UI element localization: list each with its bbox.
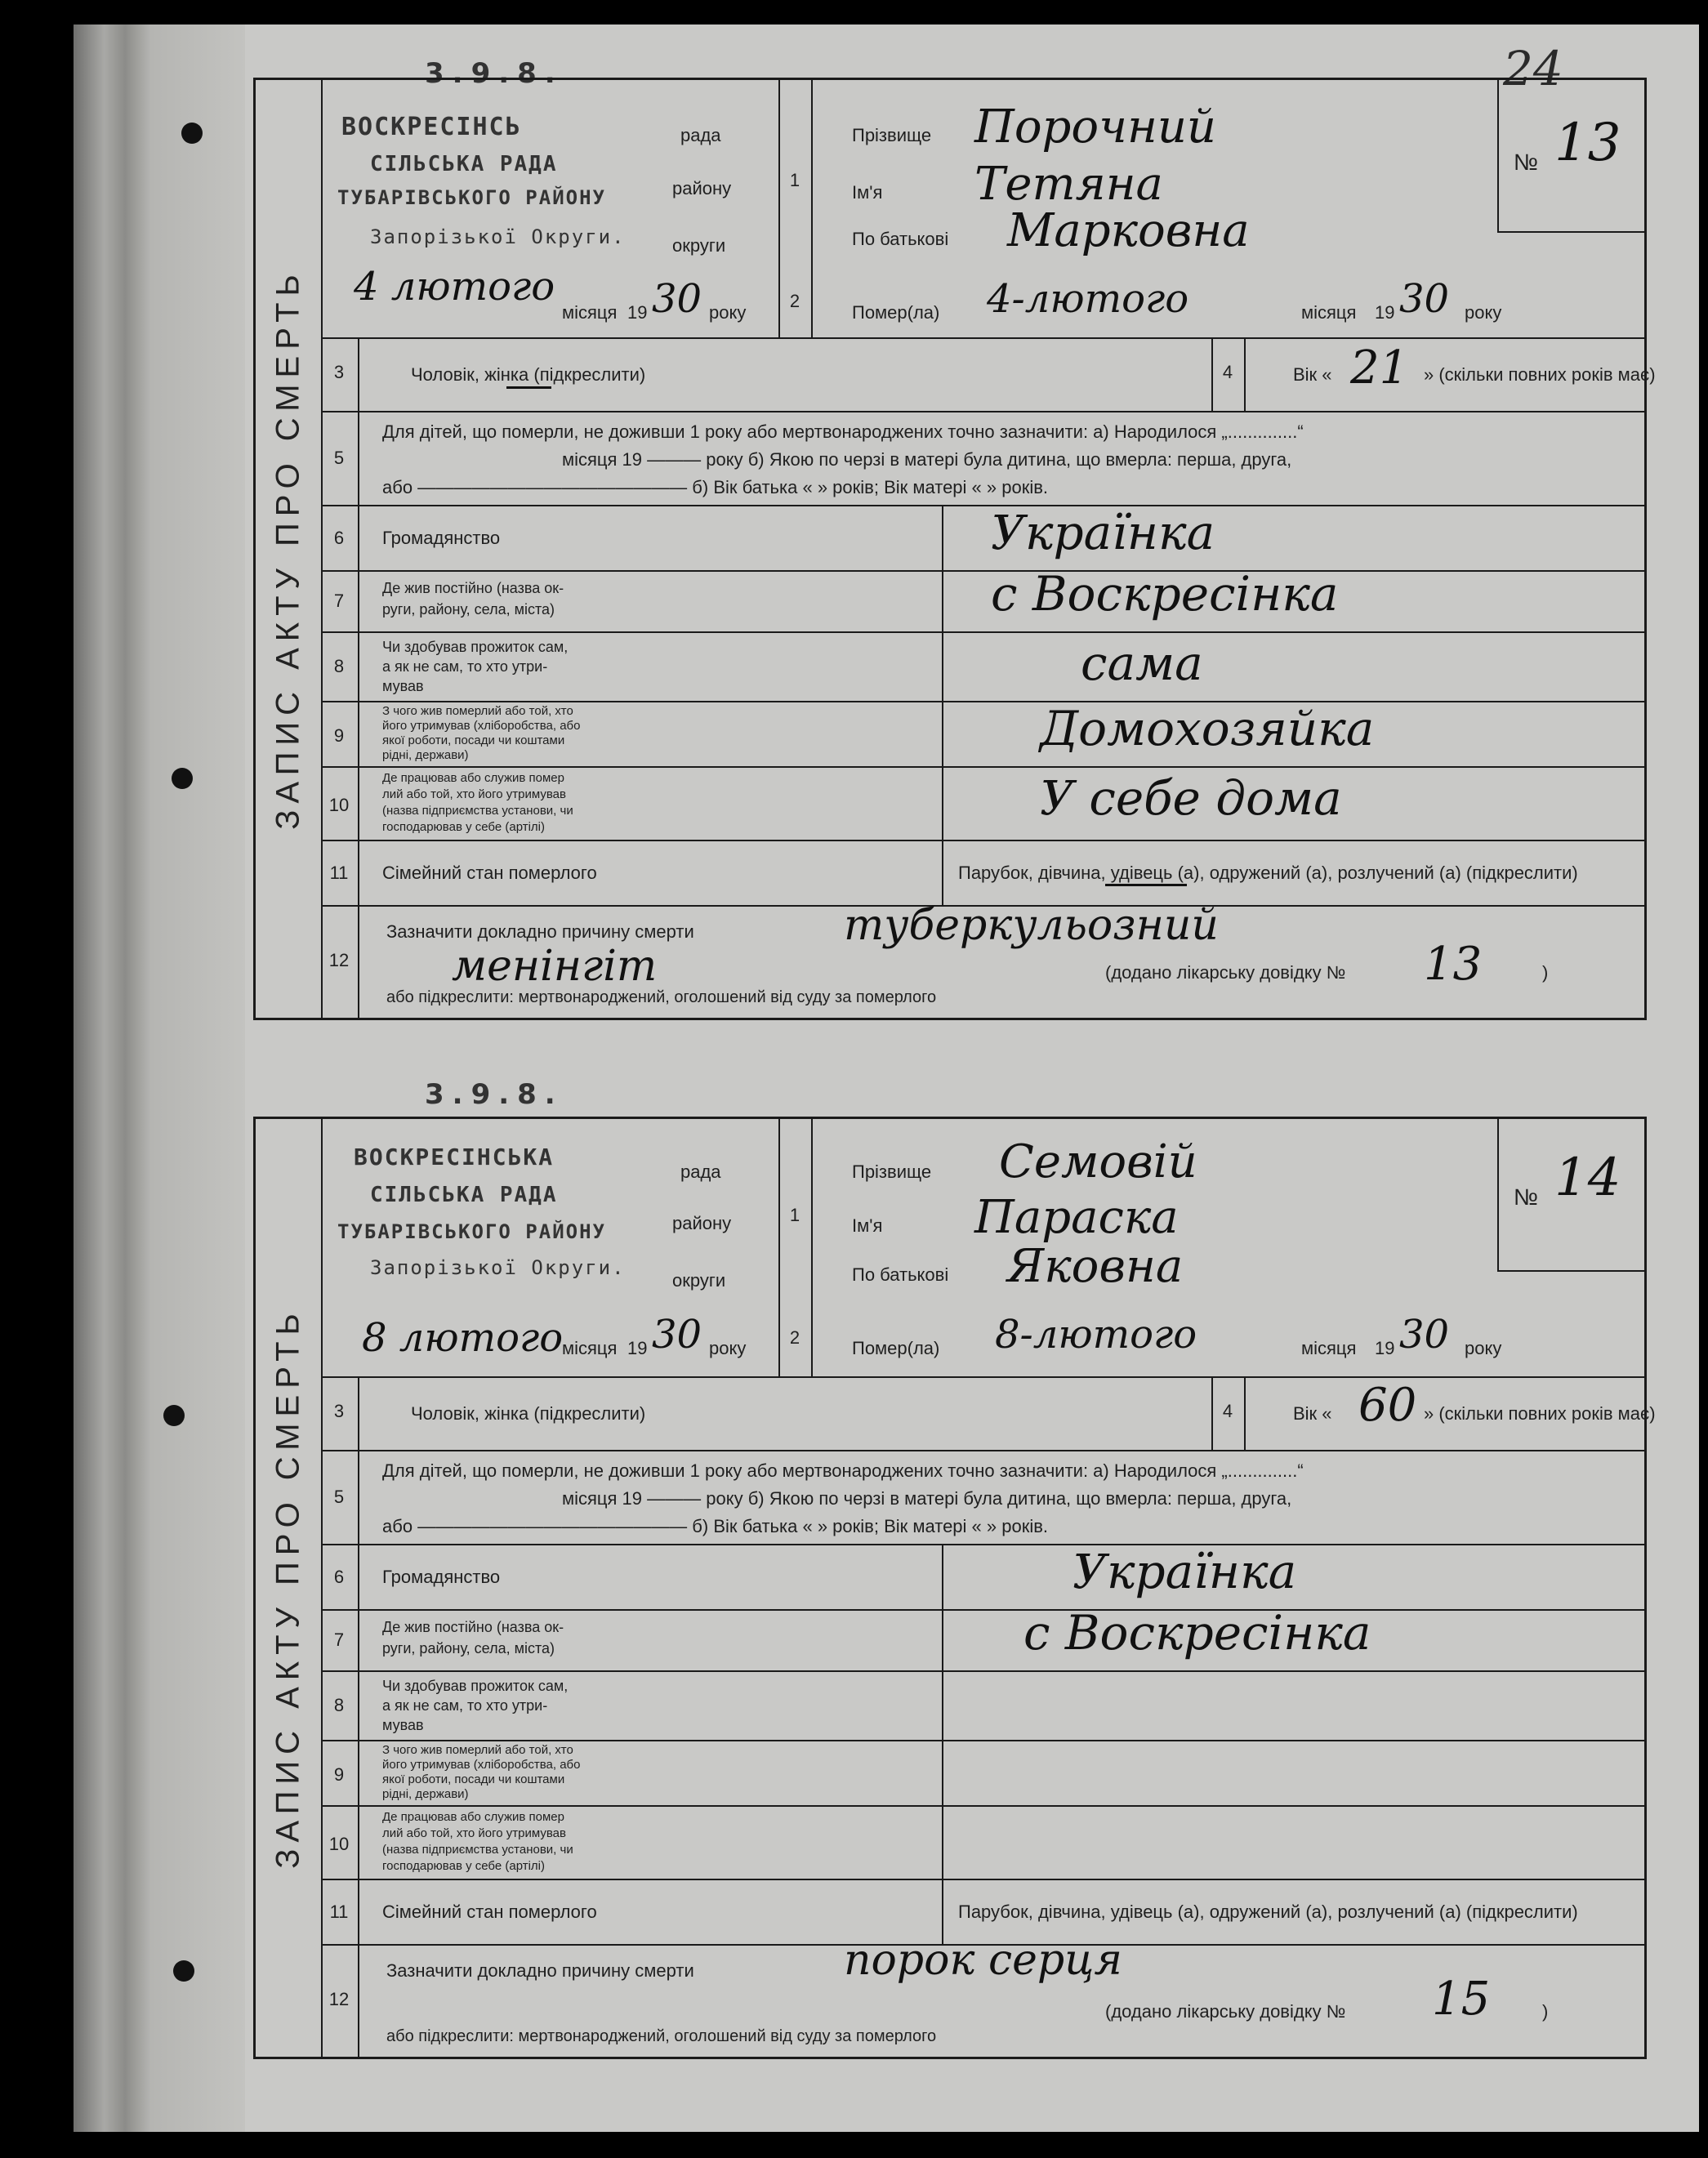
label-work-3: (назва підприємства установи, чи [382,1843,573,1857]
label-rada: рада [680,1161,721,1182]
label-death-month: місяця [1301,302,1357,323]
death-year-value: 30 [1399,276,1450,322]
surname-value: Порочний [974,100,1216,154]
side-title: ЗАПИС АКТУ ПРО СМЕРТЬ [270,268,306,830]
label-source-4: рідні, держави) [382,748,469,762]
children-text-2: місяця 19 ——— року б) Якою по черзі в матері була дитина, що вмерла: перша, друга, [562,449,1292,470]
label-work-2: лий або той, хто його утримував [382,1826,566,1840]
death-year-value: 30 [1399,1312,1450,1358]
livelihood-value: сама [1081,635,1203,691]
row-number: 10 [328,1834,350,1854]
row-number: 12 [328,1989,350,2009]
side-title: ЗАПИС АКТУ ПРО СМЕРТЬ [270,1307,306,1869]
cause-value-1: порок серця [844,1936,1122,1985]
label-citizenship: Громадянство [382,1567,501,1587]
children-text-1: Для дітей, що померли, не доживши 1 року або мертвонароджених точно зазначити: а) Народилося „..............“ [382,421,1304,442]
marital-options: Парубок, дівчина, удівець (а), одружений (а), розлучений (а) (підкреслити) [958,863,1578,883]
children-text-3: або ——————————————— б) Вік батька « » років; Вік матері « » років. [382,1516,1049,1536]
record-serial: 3.9.8. [425,1078,564,1111]
row-number: 3 [333,362,345,382]
label-age-post: » (скільки повних років має) [1424,364,1656,385]
children-text-3: або ——————————————— б) Вік батька « » років; Вік матері « » років. [382,477,1049,497]
label-work-2: лий або той, хто його утримував [382,787,566,801]
certificate-number: 15 [1432,1973,1491,2026]
label-residence-2: руги, району, села, міста) [382,1640,555,1656]
punch-hole [172,768,193,789]
label-source-2: його утримував (хліборобства, або [382,1758,581,1772]
label-year: року [709,1338,747,1358]
surname-value: Семовій [999,1135,1197,1188]
label-surname: Прізвище [852,1161,932,1182]
row-number: 11 [329,1902,349,1922]
age-value: 60 [1358,1379,1417,1432]
stamp-line-2: СІЛЬСЬКА РАДА [370,1183,558,1207]
label-age: Вік « [1293,364,1332,385]
label-marital: Сімейний стан померлого [382,863,597,883]
row-number: 9 [333,725,345,746]
label-livelihood-1: Чи здобував прожиток сам, [382,1678,569,1694]
residence-value: с Воскресінка [991,566,1339,622]
death-record-1 [253,78,1656,1020]
label-death-year: року [1465,1338,1502,1358]
label-sex: Чоловік, жінка (підкреслити) [411,1403,646,1424]
row-number: 6 [333,528,345,548]
citizenship-value: Українка [1073,1544,1297,1599]
cause-value-2: менінгіт [452,942,658,991]
punch-hole [181,123,203,144]
label-stillborn: або підкреслити: мертвонароджений, оголошений від суду за померлого [386,988,937,1006]
stamp-line-3: ТУБАРІВСЬКОГО РАЙОНУ [337,1220,606,1243]
label-sex: Чоловік, жінка (підкреслити) [411,364,646,385]
bracket: ) [1542,962,1549,983]
row-number: 9 [333,1764,345,1785]
label-age: Вік « [1293,1403,1332,1424]
record-number: 14 [1554,1148,1621,1208]
label-record-no: № [1514,149,1539,175]
row-number: 2 [789,291,800,311]
patronymic-value: Яковна [1007,1240,1184,1293]
marital-options: Парубок, дівчина, удівець (а), одружений (а), розлучений (а) (підкреслити) [958,1902,1578,1922]
label-residence-1: Де жив постійно (назва ок- [382,1619,564,1635]
row-number: 3 [333,1401,345,1421]
citizenship-value: Українка [991,505,1215,560]
stamp-line-1: ВОСКРЕСІНСЬКА [354,1144,555,1170]
label-source-2: його утримував (хліборобства, або [382,719,581,733]
label-work-1: Де працював або служив помер [382,771,564,785]
label-year-prefix: 19 [627,1338,648,1358]
age-value: 21 [1350,341,1409,395]
reg-date: 4 лютого [354,264,555,310]
label-source-1: З чого жив померлий або той, хто [382,1743,573,1757]
label-death: Помер(ла) [852,1338,940,1358]
label-marital: Сімейний стан померлого [382,1902,597,1922]
label-name: Ім'я [852,1215,883,1236]
label-livelihood-1: Чи здобував прожиток сам, [382,639,569,655]
row-number: 4 [1222,362,1233,382]
reg-date: 8 лютого [362,1315,564,1361]
row-number: 1 [789,170,800,190]
row-number: 7 [333,1630,345,1650]
label-death: Помер(ла) [852,302,940,323]
label-death-year-prefix: 19 [1375,1338,1395,1358]
row-number: 10 [328,795,350,815]
row-number: 5 [333,1487,345,1507]
record-serial: 3.9.8. [425,57,564,90]
label-source-1: З чого жив померлий або той, хто [382,704,573,718]
label-year-prefix: 19 [627,302,648,323]
residence-value: с Воскресінка [1023,1605,1371,1661]
label-source-3: якої роботи, посади чи коштами [382,733,565,747]
row-number: 6 [333,1567,345,1587]
bracket: ) [1542,2001,1549,2022]
label-month: місяця [562,302,618,323]
label-livelihood-2: а як не сам, то хто утри- [382,658,548,675]
side-band [256,1119,323,2057]
row-number: 5 [333,448,345,468]
label-death-year: року [1465,302,1502,323]
row-number: 11 [329,863,349,883]
stamp-line-1: ВОСКРЕСІНСЬ [341,113,522,141]
label-patronymic: По батькові [852,1264,949,1285]
work-value: У себе дома [1040,770,1342,826]
label-citizenship: Громадянство [382,528,501,548]
label-work-4: господарював у себе (артілі) [382,820,545,834]
source-value: Домохозяйка [1040,701,1375,756]
label-certificate: (додано лікарську довідку № [1105,2001,1346,2022]
label-livelihood-3: мував [382,678,424,694]
label-cause: Зазначити докладно причину смерти [386,921,694,942]
certificate-number: 13 [1424,938,1483,991]
row-number: 7 [333,591,345,611]
label-okrug: округи [672,235,726,256]
label-death-month: місяця [1301,1338,1357,1358]
label-certificate: (додано лікарську довідку № [1105,962,1346,983]
row-number: 8 [333,1695,345,1715]
side-band [256,80,323,1018]
label-work-4: господарював у себе (артілі) [382,1859,545,1873]
label-year: року [709,302,747,323]
label-residence-1: Де жив постійно (назва ок- [382,580,564,596]
row-number: 12 [328,950,350,970]
death-record-2 [253,1117,1656,2059]
row-number: 2 [789,1327,800,1348]
label-stillborn: або підкреслити: мертвонароджений, оголошений від суду за померлого [386,2027,937,2045]
stamp-line-4: Запорізької Округи. [370,1256,626,1279]
stamp-line-2: СІЛЬСЬКА РАДА [370,152,558,176]
binding-edge [74,25,245,2132]
label-okrug: округи [672,1270,726,1291]
record-number: 13 [1554,113,1621,173]
label-age-post: » (скільки повних років має) [1424,1403,1656,1424]
label-death-year-prefix: 19 [1375,302,1395,323]
row-number: 4 [1222,1401,1233,1421]
stamp-line-4: Запорізької Округи. [370,225,626,248]
children-text-1: Для дітей, що померли, не доживши 1 року або мертвонароджених точно зазначити: а) Народилося „..............“ [382,1460,1304,1481]
label-rada: рада [680,125,721,145]
reg-year: 30 [652,1312,702,1358]
label-raion: району [672,1213,732,1233]
label-source-4: рідні, держави) [382,1787,469,1801]
label-work-1: Де працював або служив помер [382,1810,564,1824]
label-cause: Зазначити докладно причину смерти [386,1960,694,1981]
patronymic-value: Марковна [1007,204,1250,257]
row-number: 8 [333,656,345,676]
cause-value-1: туберкульозний [844,901,1219,950]
label-record-no: № [1514,1184,1539,1210]
death-date-value: 4-лютого [987,276,1189,322]
label-livelihood-2: а як не сам, то хто утри- [382,1697,548,1714]
death-date-value: 8-лютого [995,1312,1197,1358]
punch-hole [163,1405,185,1426]
label-work-3: (назва підприємства установи, чи [382,804,573,818]
label-surname: Прізвище [852,125,932,145]
reg-year: 30 [652,276,702,322]
name-value: Параска [974,1191,1179,1244]
children-text-2: місяця 19 ——— року б) Якою по черзі в матері була дитина, що вмерла: перша, друга, [562,1488,1292,1509]
label-patronymic: По батькові [852,229,949,249]
label-residence-2: руги, району, села, міста) [382,601,555,618]
row-number: 1 [789,1205,800,1225]
stamp-line-3: ТУБАРІВСЬКОГО РАЙОНУ [337,186,606,209]
label-month: місяця [562,1338,618,1358]
label-name: Ім'я [852,182,883,203]
label-raion: району [672,178,732,198]
page-number: 24 [1503,41,1563,96]
punch-hole [173,1960,194,1982]
label-source-3: якої роботи, посади чи коштами [382,1772,565,1786]
label-livelihood-3: мував [382,1717,424,1733]
name-value: Тетяна [974,158,1163,211]
